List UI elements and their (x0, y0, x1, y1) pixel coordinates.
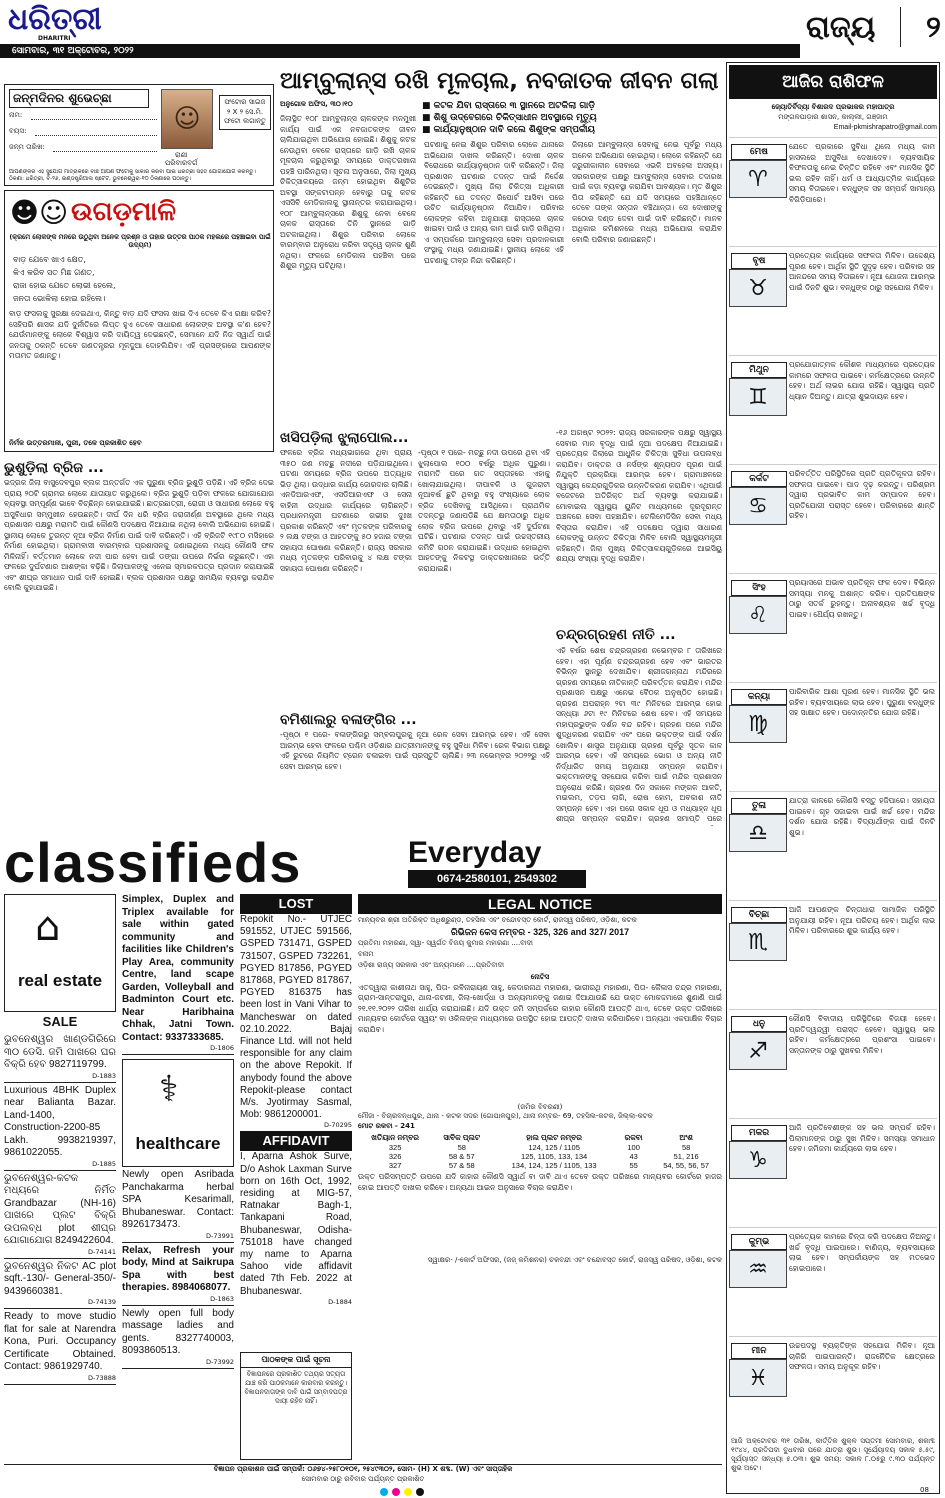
zodiac-icon: ♈ (729, 160, 787, 198)
horoscope-sign-name: ଧନୁ (731, 1016, 787, 1032)
zodiac-icon: ♒ (729, 1250, 787, 1288)
legal-footer: ଉକ୍ତ ପରିସମ୍ପତ୍ତି ଉପରେ ଯଦି କାହାର କୌଣସି ସ୍ୱାର୍ଥ ବା ଦାବି ଥାଏ ତେବେ ଉକ୍ତ ତାରିଖରେ ମାନ୍ୟବର କୋର୍ଟରେ ହାଜର ହୋଇ ଆପତ୍ତି ଦାଖଲ କରିବେ। ଅନ୍ୟଥା ଆଇନ ଅନୁସାରେ ବିଚାର କରାଯିବ। (358, 1172, 722, 1192)
almanac: ଆଜି ଅକ୍ଟୋବର ୩୧ ତାରିଖ, କାର୍ତ୍ତିକ ଶୁକ୍ଳ ସପ୍ତମୀ ସୋମବାର, ଶକାବ୍ଦ ୧୯୪୪, ପ୍ରତିପଦା ବୁଧବାର ପରେ ଯାତ୍ରା ଶୁଭ। ସୂର୍ଯ୍ୟୋଦୟ ସକାଳ ୫.୫୯, ସୂର୍ଯ୍ୟାସ୍ତ ସନ୍ଧ୍ୟା ୫.୦୩। ଶୁଭ ସମୟ: ସକାଳ ୮.୦୫ରୁ ୯.୩୦ ପର୍ଯ୍ୟନ୍ତ ଶୁଭ ଅଟେ। (731, 1437, 935, 1472)
reader-notice-title: ପାଠକଙ୍କ ପାଇଁ ସୂଚନା (241, 1353, 351, 1368)
sale-ad-text: ଭୁବନେଶ୍ୱର-କଟକ ମଧ୍ୟରେ ନିର୍ମିତ Grandbazar (NH-16) ପାଖରେ ପ୍ଲଟ ବିକ୍ରି ଉପଲବ୍ଧ plot ଶୀଘ୍ର ଯୋଗାଯୋଗ 8249422604. (4, 1172, 116, 1246)
horoscope-sign-name: ତୁଳା (731, 798, 787, 814)
birthday-box (4, 84, 274, 186)
horoscope-row (729, 246, 937, 355)
masthead (0, 0, 945, 60)
birthday-age-label: ବୟସ: (9, 127, 27, 135)
horoscope-sign-name: ବୃଷ (731, 253, 787, 269)
healthcare-box (122, 1059, 234, 1167)
horoscope-text: ଉଚ୍ଚପଦସ୍ଥ ବ୍ୟକ୍ତିଙ୍କ ସହଯୋଗ ମିଳିବ। ନୂଆ ଚାକିରି ପାଇପାରନ୍ତି। ରାଜନୈତିକ କ୍ଷେତ୍ରରେ ସଫଳତା। ସମୟ ଅନୁକୂଳ ରହିବ। (789, 1341, 935, 1371)
lost-code: D-70295 (323, 1121, 352, 1130)
legal-notice (358, 894, 722, 1474)
horoscope-row (729, 137, 937, 246)
lead-bullet-text: କଟକ ଯିବା ରାସ୍ତାରେ ୩ ସ୍ଥାନରେ ଅଟକିଲା ଗାଡ଼ି (433, 101, 595, 111)
legal-table-cell: 54, 55, 56, 57 (663, 1161, 710, 1170)
sale-ad-text: ଭୁବନେଶ୍ୱର ଖାଣ୍ଡଗିରିରେ ୩୦ ଡେସି. ଜମି ପାଖରେ ଘର ବିକ୍ରି ହେବ 9827119799. (4, 1034, 116, 1070)
logo-text: ଧରିତ୍ରୀ (8, 2, 102, 37)
lost-text: Repokit No.- UTJEC 591552, UTJEC 591566, GSPED 731471, GSPED 731507, GSPED 732261, PGYED 817856, PGYED 817868, PGYED 817867, PGYED 816375 has been lost in Vani Vihar to Mancheswar on dated 02.10.2022. Bajaj Finance Ltd. will not held responsible for any claim on the above Repokit. If anybody found the above Repokit-please contact M/s. Jyotirmay Sasmal, Mob: 9861200001. (240, 914, 352, 1121)
legal-table (358, 1133, 722, 1170)
horoscope-row (729, 1336, 937, 1445)
real-estate-label: real estate (17, 971, 103, 990)
ugamali-body: ବାଡ଼ ଫସଲକୁ ସୁରକ୍ଷା ଦେଇଥାଏ, କିନ୍ତୁ ବାଡ଼ ଯଦି ଫସଲ ଖାଇ ଦିଏ ତେବେ କିଏ ରକ୍ଷା କରିବ? ସେହିପରି ଶାସକ ଯଦି ଦୁର୍ନୀତିରେ ଲିପ୍ତ ହୁଏ ତେବେ ସାଧାରଣ ଲୋକଙ୍କ ଅବସ୍ଥା କ'ଣ ହେବ? ଯେଉଁମାନଙ୍କୁ ଲୋକେ ବିଶ୍ୱାସ କରି ଦାୟିତ୍ୱ ଦେଇଛନ୍ତି, ସେମାନେ ଯଦି ନିଜ ସ୍ୱାର୍ଥ ପାଇଁ ଜନତାକୁ ଠକନ୍ତି ତେବେ ଗଣତନ୍ତ୍ରର ମୂଳଦୁଆ ଦୋହଲିଯିବ। ଏହି ପ୍ରସଙ୍ଗରେ ଆପଣଙ୍କ ମତାମତ ଜଣାନ୍ତୁ। (9, 309, 271, 360)
health-ad (122, 1167, 234, 1243)
horoscope-text: ପ୍ରତ୍ୟେକ କାମରେ ଚିନ୍ତା କରି ପଦକ୍ଷେପ ନିଅନ୍ତୁ। ଖର୍ଚ୍ଚ ବୃଦ୍ଧି ପାଇପାରେ। ବାଣିଜ୍ୟ, ବ୍ୟବସାୟରେ ଲାଭ ହେବ। ସମ୍ପର୍କୀୟଙ୍କ ସହ ମତଭେଦ ହୋଇପାରେ। (789, 1232, 935, 1273)
birthday-age-line (35, 135, 157, 136)
lead-bullet: ■ ଶିଶୁ ଉଦ୍‌ବେଗରେ ଚିକିତ୍ସାଧୀନ ଅବସ୍ଥାରେ ମୃତ୍ୟୁ (422, 113, 597, 123)
sale-ad-text: Ready to move studio flat for sale at Narendra Kona, Puri. Occupancy Certificate Obtained. Contact: 9861929740. (4, 1311, 116, 1372)
sale-ad-text: Luxurious 4BHK Duplex near Balianta Bazar. Land-1400, Construction-2200-85 Lakh. 9938219397, 9861022055. (4, 1084, 116, 1158)
horoscope-row (729, 573, 937, 682)
affidavit-title: AFFIDAVIT (240, 1131, 352, 1151)
horoscope-sign-name: କନ୍ୟା (731, 689, 787, 705)
reader-notice-text: ବିଜ୍ଞାପନରେ ପ୍ରକାଶିତ ତଥ୍ୟର ସତ୍ୟତା ଯାଞ୍ଚ କରି ପାଠକମାନେ କାରବାର କରନ୍ତୁ। ବିଜ୍ଞାପନଦାତାଙ୍କ ଦାବି ପାଇଁ ସମ୍ବାଦପତ୍ର ଦାୟୀ ରହିବ ନାହିଁ। (244, 1370, 348, 1405)
legal-table-cell: 58 (457, 1143, 466, 1152)
page-number-block (806, 4, 941, 50)
rail-title: ବମିଶାଲରୁ ବଳାଙ୍ଗିର ... (280, 712, 417, 728)
zodiac-icon: ♊ (729, 378, 787, 416)
legal-table-cell: 124, 125 / 1105 (528, 1143, 580, 1152)
horoscope-text: ଆଜି ଆପଣଙ୍କ ଚିନ୍ତାଧାରା ସାମାଜିକ ପରିସ୍ଥିତି ଅନୁଯାୟୀ ରହିବ। ନୂଆ ପରିଚୟ ହେବ। ଆର୍ଥିକ ଲାଭ ମିଳିବ। ପରିବାରରେ ଶୁଭ କାର୍ଯ୍ୟ ହେବ। (789, 905, 935, 935)
reg-mark-yellow (404, 1488, 412, 1496)
horoscope-text: ଆଜି ପ୍ରତିବେଶୀଙ୍କ ସହ ଭଲ ସମ୍ପର୍କ ରହିବ। ପିଲାମାନଙ୍କ ଠାରୁ ସୁଖ ମିଳିବ। ସମସ୍ୟା ସମାଧାନ ହେବ। ଜମିଜମା କାର୍ଯ୍ୟରେ ଲାଭ ହେବ। (789, 1123, 935, 1153)
section-divider (900, 7, 901, 47)
horoscope-sign-name: ବିଚ୍ଛା (731, 907, 787, 923)
horoscope-row (729, 791, 937, 900)
footbridge-body-2: -ପୃଷ୍ଠା ୧ ପରେ- ମଚ୍ଛୁ ନଦୀ ଉପରେ ଥିବା ଏହି ଝୁଲାପୋଲ ୧୦୦ ବର୍ଷରୁ ଅଧିକ ପୁରୁଣା। ମରାମତି ପରେ ଗତ ସପ୍ତାହରେ ଏହାକୁ ଖୋଲାଯାଇଥିଲା। ଦୀପାବଳି ଓ ଗୁଜରାଟୀ ନୂଆବର୍ଷ ଛୁଟି ଥିବାରୁ ବହୁ ସଂଖ୍ୟାରେ ଲୋକ ବ୍ରିଜ ଦେଖିବାକୁ ଆସିଥିଲେ। ପ୍ରାଥମିକ ତଦନ୍ତରୁ ଜଣାପଡ଼ିଛି ଯେ କ୍ଷମତାଠାରୁ ଅଧିକ ଲୋକ ବ୍ରିଜ ଉପରେ ଥିବାରୁ ଏହି ଦୁର୍ଘଟଣା ଘଟିଛି। ଘଟଣାର ତଦନ୍ତ ପାଇଁ ଉଚ୍ଚସ୍ତରୀୟ କମିଟି ଗଠନ କରାଯାଇଛି। ଉଦ୍ଧାର ହୋଇଥିବା ଆହତଙ୍କୁ ନିକଟସ୍ଥ ଡାକ୍ତରଖାନାରେ ଭର୍ତ୍ତି କରାଯାଇଛି। (418, 448, 550, 573)
bridge-body: ଭଦ୍ରକ ଜିଲା ବାସୁଦେବପୁର ବ୍ଲକ ଅନ୍ତର୍ଗତ ଏକ ପୁରୁଣା ବ୍ରିଜ ଭୁଶୁଡ଼ି ପଡ଼ିଛି। ଏହି ବ୍ରିଜ ଦେଇ ପ୍ରାୟ ୨୦ଟି ଗ୍ରାମର ଲୋକେ ଯାତାୟାତ କରୁଥିଲେ। ବ୍ରିଜ ଭୁଶୁଡ଼ି ପଡ଼ିବା ଫଳରେ ଯୋଗାଯୋଗ ବ୍ୟବସ୍ଥା ସମ୍ପୂର୍ଣ୍ଣ ଭାବେ ବିଚ୍ଛିନ୍ନ ହୋଇଯାଇଛି। ଛାତ୍ରଛାତ୍ରୀ, ରୋଗୀ ଓ ସାଧାରଣ ଲୋକେ ବହୁ ଅସୁବିଧାର ସମ୍ମୁଖୀନ ହେଉଛନ୍ତି। ଦୀର୍ଘ ଦିନ ଧରି ବ୍ରିଜ ଜରାଜୀର୍ଣ୍ଣ ଅବସ୍ଥାରେ ଥିଲେ ମଧ୍ୟ ପ୍ରଶାସନ ପକ୍ଷରୁ ମରାମତି ପାଇଁ କୌଣସି ପଦକ୍ଷେପ ନିଆଯାଇ ନଥିଲା ବୋଲି ଅଭିଯୋଗ ହୋଇଛି। ସ୍ଥାନୀୟ ଲୋକେ ତୁରନ୍ତ ନୂଆ ବ୍ରିଜ ନିର୍ମାଣ ପାଇଁ ଦାବି କରିଛନ୍ତି। ଏହି ବ୍ରିଜଟି ୧୯୮୦ ମସିହାରେ ନିର୍ମାଣ ହୋଇଥିଲା। ଗ୍ରାମବାସୀ ବାରମ୍ବାର ପ୍ରଶାସନକୁ ଜଣାଇଥିଲେ ମଧ୍ୟ କୌଣସି ଫଳ ମିଳିନାହିଁ। ବର୍ତ୍ତମାନ ଲୋକେ ନଦୀ ପାର ହେବା ପାଇଁ ଡଙ୍ଗା ଉପରେ ନିର୍ଭର କରୁଛନ୍ତି। ଏହା ଫଳରେ ଦୁର୍ଘଟଣାର ଆଶଙ୍କା ବଢ଼ିଛି। ଜିଲାପାଳଙ୍କୁ ଏନେଇ ସ୍ମାରକପତ୍ର ପ୍ରଦାନ କରାଯାଇଛି ଏବଂ ଶୀଘ୍ର ସମାଧାନ ପାଇଁ ଦାବି ହୋଇଛି। ବ୍ଲକ ପ୍ରଶାସନ ପକ୍ଷରୁ ସାମୟିକ ବ୍ୟବସ୍ଥା କରାଯିବ ବୋଲି କୁହାଯାଇଛି। (4, 478, 274, 592)
sale-ad (4, 1309, 116, 1385)
legal-table-cell: 58 (681, 1143, 691, 1152)
legal-table-cell: 134, 124, 125 / 1105, 133 (511, 1161, 597, 1170)
legal-notice-word: ନୋଟିସ (530, 972, 550, 981)
horoscope-row (729, 355, 937, 464)
birthday-dob-line (53, 151, 157, 152)
legal-schedule-title: (ଜମିର ବିବରଣୀ) (517, 1102, 563, 1111)
date-line: ସୋମବାର, ୩୧ ଅକ୍ଟୋବର, ୨୦୨୨ (12, 46, 134, 56)
lead-bullets (422, 100, 722, 136)
horoscope-text: ପ୍ରତ୍ୟେକ କାର୍ଯ୍ୟରେ ସଫଳତା ମିଳିବ। ଉଦ୍ଦେଶ୍ୟ ପୂରଣ ହେବ। ଆର୍ଥିକ ସ୍ଥିତି ସୁଦୃଢ଼ ହେବ। ପରିବାର ସହ ଆନନ୍ଦରେ ସମୟ ବିତାଇବେ। ନୂଆ ଯୋଜନା ଆରମ୍ଭ ପାଇଁ ଦିନଟି ଶୁଭ। ବନ୍ଧୁଙ୍କ ଠାରୁ ସହଯୋଗ ମିଳିବ। (789, 251, 935, 292)
horoscope-sign-name: ମେଷ (731, 144, 787, 160)
horoscope-text: ପ୍ରଯୋଗାତ୍ମକ କୌଶଳ ମାଧ୍ୟମରେ ପ୍ରତ୍ୟେକ କାମରେ ସଫଳତା ପାଇବେ। କର୍ମକ୍ଷେତ୍ରରେ ଉନ୍ନତି ହେବ। ଅର୍ଥ ଲାଭର ଯୋଗ ରହିଛି। ସ୍ୱାସ୍ଥ୍ୟ ପ୍ରତି ଧ୍ୟାନ ଦିଅନ୍ତୁ। ଯାତ୍ରା ଶୁଭଦାୟକ ହେବ। (789, 360, 935, 401)
legal-table-cell: 125, 1105, 133, 134 (521, 1152, 588, 1161)
legal-table-cell: 57 & 58 (448, 1161, 475, 1170)
ugamali-credit: ନିର୍ମଳ ଉତ୍ତରମାଳୀ, ପୁରୀ, ତଳେ ପ୍ରକାଶିତ ହେବ (9, 439, 142, 447)
legal-table-body (358, 1143, 722, 1170)
horoscope-row (729, 900, 937, 1009)
lead-bullet-text: ଶିଶୁ ଉଦ୍‌ବେଗରେ ଚିକିତ୍ସାଧୀନ ଅବସ୍ଥାରେ ମୃତ୍ୟୁ (433, 113, 597, 123)
zodiac-icon: ♏ (729, 923, 787, 961)
zodiac-icon: ♐ (729, 1032, 787, 1070)
astrologer-email: Email-pkmishrapatro@gmail.com (833, 124, 937, 131)
photo-size-note: ଫଟୋର ସାଇଜ ୨ X ୨ ସେ.ମି. ଫଟୋ ଲଗାନ୍ତୁ (219, 95, 271, 130)
face-icon: ☺ (173, 104, 201, 134)
sale-ad-code: D-74141 (87, 1247, 116, 1256)
classifieds-footer-text: ବିଜ୍ଞାପନ ପ୍ରକାଶନ ପାଇଁ ସମ୍ପର୍କ: ୦୬୭୪-୨୫୮୦୧୦୧, ୨୫୪୯୩୦୨, ସୋମ- (H) X ଶବ୍ଦ. (W) ଏବଂ ସାପ୍ତାହିକ (213, 1465, 513, 1473)
health-ad-text: Relax, Refresh your body, Mind at Saikrupa Spa with best therapies. 8984068077. (122, 1244, 234, 1293)
bridge-title: ଭୁଶୁଡ଼ିଲା ବ୍ରିଜ ... (4, 460, 104, 476)
health-ad-code: D-73992 (205, 1357, 234, 1366)
horoscope-panel (726, 62, 940, 1494)
birthday-footer: ଆପଣଙ୍କର ଏହି ସୁଯୋଗ ମାତ୍ରାକରେ ବାଛି ଆପଣ ଫଟୋକୁ ସାକାର କରିବା ପାଇଁ ଧରିତ୍ରୀ ସହିତ ଯୋଗାଯୋଗ କରନ୍ତୁ। ଠିକଣା: ଧରିତ୍ରୀ, ବି-୨୬, ଇଣ୍ଡଷ୍ଟ୍ରିଆଲ ଷ୍ଟେଟ, ଭୁବନେଶ୍ୱର-୧୦ ଠିକଣାରେ ପଠାନ୍ତୁ। (9, 169, 256, 182)
bridge-story (4, 458, 274, 824)
horoscope-sign-name: ସିଂହ (731, 580, 787, 596)
health-ad-code: D-73991 (205, 1231, 234, 1240)
page-number: ୨ (926, 9, 941, 45)
section-name: ରାଜ୍ୟ (806, 9, 876, 45)
horoscope-text: କୌଣସି ବିବାଦୀୟ ପରିସ୍ଥିତିରେ ବିଜୟୀ ହେବେ। ପ୍ରତିଦ୍ୱନ୍ଦ୍ୱୀ ପରାସ୍ତ ହେବେ। ସ୍ୱାସ୍ଥ୍ୟ ଭଲ ରହିବ। କର୍ମକ୍ଷେତ୍ରରେ ପ୍ରଶଂସା ପାଇବେ। ସନ୍ତାନଙ୍କ ଠାରୁ ସୁଖବର ମିଳିବ। (789, 1014, 935, 1055)
legal-table-header-cell: ଅଂଶ (679, 1133, 693, 1142)
birthday-name-line (31, 119, 157, 120)
sale-ad (4, 1083, 116, 1171)
date-bar (0, 44, 800, 58)
sale-ad-code: D-73888 (87, 1373, 116, 1382)
horoscope-row (729, 682, 937, 791)
horoscope-row (729, 1009, 937, 1118)
reg-mark-black (416, 1488, 424, 1496)
legal-parties: ପ୍ରତିମା ମହାରଣା, ସ୍ୱା- ସ୍ୱର୍ଗତ ବିଜୟ କୁମାର ମହାରଣା ....ବାଦୀ ବନାମ ଓଡ଼ିଶା ରାଜ୍ୟ ସରକାର ଏବଂ ଅନ୍ୟମାନେ ....ପ୍ରତିବାଦୀ (358, 938, 533, 969)
ugamali-verse: ବାଡ଼ ଯେବେ ଖାଏ କ୍ଷେତ, କିଏ କରିବ ସତ ମିଛ ଗଣତ, ରାଜା ହୋଇ ଯେତେ ଲୋଭୀ ହେଲେ, ଜନତା ଭୋକିଲା ହୋଇ ରହିଲେ। (13, 255, 116, 303)
lead-bullet: ■ କଟକ ଯିବା ରାସ୍ତାରେ ୩ ସ୍ଥାନରେ ଅଟକିଲା ଗାଡ଼ି (422, 101, 595, 111)
sale-ad-code: D-74139 (87, 1298, 116, 1306)
reader-notice-box (240, 1352, 352, 1460)
zodiac-icon: ♍ (729, 705, 787, 743)
affidavit-text: I, Aparna Ashok Surve, D/o Ashok Laxman Surve born on 16th Oct, 1992, residing at MIG-57, Ratnakar Bagh-1, Tankapani Road, Bhubaneswar, Odisha-751018 have changed my name to Aparna Sahoo vide affidavit dated 7th Feb. 2022 at Bhubaneswar. (240, 1151, 352, 1297)
zodiac-icon: ♋ (729, 487, 787, 525)
reg-mark-cyan (380, 1488, 388, 1496)
horoscope-title: ଆଜିର ରାଶିଫଳ (729, 65, 937, 99)
zodiac-icon: ♉ (729, 269, 787, 307)
horoscope-sign-name: ମିଥୁନ (731, 362, 787, 378)
legal-table-row (358, 1152, 722, 1161)
legal-table-header-cell: ଖତିୟାନ ନମ୍ବର (371, 1133, 419, 1142)
sale-list (4, 1032, 116, 1385)
legal-case: ରିଭିଜନ କେସ ନମ୍ବର - 325, 326 and 327/ 2017 (450, 926, 630, 937)
classifieds-col-2 (122, 894, 234, 1474)
legal-table-header-cell: ରକବା (624, 1133, 643, 1142)
classifieds-phone: 0674-2580101, 2549302 (408, 870, 586, 888)
classifieds-title: classifieds (4, 831, 302, 894)
rail-story (280, 710, 550, 826)
cartoon-icon: ☻☺ (9, 196, 69, 229)
legal-mouza: ମୌଜା - ବିଚାରବନ୍ଧପୁର, ଥାନା - କଟକ ସଦର (ଗୋପାଳପୁର), ଥାନା ନମ୍ବର- 69, ତହସିଲ-କଟକ, ଜିଲ୍ଲା-କଟକ (358, 1112, 653, 1120)
lead-body-col-1: ଜିଲାସ୍ଥିତ ୧୦୮ ଆମ୍ବୁଲାନ୍ସ ଚାଳକଙ୍କ ମନମୁଖୀ କାର୍ଯ୍ୟ ପାଇଁ ଏକ ନବଜାତକଙ୍କ ଜୀବନ ଚାଲିଯାଇଥିବା ଅଭିଯୋଗ ହୋଇଛି। ଶିଶୁକୁ କଟକ ନେଉଥିବା ବେଳେ ରାସ୍ତାରେ ଗାଡ଼ି ରଖି ଚାଳକ ମୂଳଚାଲ କରୁଥିବାରୁ ସମୟରେ ଡାକ୍ତରଖାନା ପହଞ୍ଚି ପାରିନଥିଲା। ସୂଚନା ଅନୁସାରେ, ଜିଲା ମୁଖ୍ୟ ଚିକିତ୍ସାଳୟରେ ଜନ୍ମ ହୋଇଥିବା ଶିଶୁଟିର ଅବସ୍ଥା ସଙ୍କଟାପନ୍ନ ହେବାରୁ ତାକୁ କଟକ ଏସସିବି ମେଡିକାଲକୁ ସ୍ଥାନାନ୍ତର କରାଯାଇଥିଲା। ୧୦୮ ଆମ୍ବୁଲାନ୍ସରେ ଶିଶୁକୁ ନେବା ବେଳେ ଚାଳକ ରାସ୍ତାରେ ତିନି ସ୍ଥାନରେ ଗାଡ଼ି ଅଟକାଇଥିଲା। ଶିଶୁର ପରିବାର ଲୋକେ ବାରମ୍ବାର ଅନୁରୋଧ କରିବା ସତ୍ତ୍ୱେ ଚାଳକ ଶୁଣି ନଥିଲା। ଫଳରେ ମେଡିକାଲ ପହଞ୍ଚିବା ପରେ ଶିଶୁର ମୃତ୍ୟୁ ଘଟିଥିଲା। (280, 114, 416, 270)
ugamali-subtitle: (କ୍ରମେ ଲୋକଙ୍କ ମନରେ ଉଠୁଥିବା ଅନେକ ପ୍ରଶ୍ନ ଓ ତାହାର ଉତ୍ତର ପାଠକ ମହଲରେ ପହଞ୍ଚାଇବା ପାଇଁ ଉଦ୍ୟମ) (9, 233, 271, 249)
birthday-title: ଜନ୍ମଦିନର ଶୁଭେଚ୍ଛା (9, 89, 149, 108)
affidavit-code: D-1884 (328, 1297, 352, 1306)
lead-story (280, 66, 722, 426)
photo-caption-2: ପରିବାରବର୍ଗ (165, 159, 198, 167)
footbridge-story (280, 428, 550, 706)
legal-table-cell: 100 (627, 1143, 640, 1152)
legal-table-cell: 326 (388, 1152, 402, 1161)
eclipse-pre: -୧୬ ଅଗଷ୍ଟ ୨୦୨୨: ରାଜ୍ୟ ସରକାରଙ୍କ ପକ୍ଷରୁ ସ୍ୱାସ୍ଥ୍ୟ ସେବାର ମାନ ବୃଦ୍ଧି ପାଇଁ ନୂଆ ପଦକ୍ଷେପ ନିଆଯାଇଛି। ପ୍ରତ୍ୟେକ ଜିଲାରେ ଆଧୁନିକ ଚିକିତ୍ସା ସୁବିଧା ଉପଲବ୍ଧ କରାଯିବ। ଡାକ୍ତର ଓ ନର୍ସଙ୍କ ଶୂନ୍ୟପଦ ପୂରଣ ପାଇଁ ନିଯୁକ୍ତି ପ୍ରକ୍ରିୟା ଆରମ୍ଭ ହେବ। ଗ୍ରାମାଞ୍ଚଳରେ ସ୍ୱାସ୍ଥ୍ୟ କେନ୍ଦ୍ରଗୁଡ଼ିକର ଉନ୍ନତିକରଣ କରାଯିବ। ଏଥିପାଇଁ ବଜେଟରେ ଅତିରିକ୍ତ ଅର୍ଥ ବ୍ୟବସ୍ଥା କରାଯାଇଛି। ମୋବାଇଲ ସ୍ୱାସ୍ଥ୍ୟ ୟୁନିଟ ମାଧ୍ୟମରେ ଦୂରଦୂରାନ୍ତ ଅଞ୍ଚଳରେ ସେବା ପହଞ୍ଚାଯିବ। ଟେଲିମେଡିସିନ ସେବା ମଧ୍ୟ ବିସ୍ତାର କରାଯିବ। ଏହି ପଦକ୍ଷେପ ଦ୍ୱାରା ସାଧାରଣ ଲୋକଙ୍କୁ ଉନ୍ନତ ଚିକିତ୍ସା ମିଳିବ ବୋଲି ସ୍ୱାସ୍ଥ୍ୟମନ୍ତ୍ରୀ କହିଛନ୍ତି। ଜିଲା ମୁଖ୍ୟ ଚିକିତ୍ସାଳୟଗୁଡ଼ିକରେ ଆଇସିୟୁ ଶଯ୍ୟା ସଂଖ୍ୟା ବୃଦ୍ଧି କରାଯିବ। (556, 428, 722, 563)
birthday-photo (161, 89, 213, 149)
legal-title: LEGAL NOTICE (358, 894, 722, 914)
reg-mark-magenta (392, 1488, 400, 1496)
horoscope-text: ଯେତେ ପ୍ରକାରେ ସୁବିଧା ଥିଲେ ମଧ୍ୟ କାମ ହାସଲରେ ଅସୁବିଧା ଦେଖାଦେବ। ବ୍ୟବସାୟିକ ବିଫଳତାକୁ ନେଇ ଚିନ୍ତିତ ରହିବେ ଏବଂ ମାନସିକ ସ୍ଥିତି ଭଲ ରହିବ ନାହିଁ। ଧର୍ମ ଓ ଆଧ୍ୟାତ୍ମିକ କାର୍ଯ୍ୟରେ ସମୟ ବିତାଇବେ। ବନ୍ଧୁଙ୍କ ସହ ସମ୍ପର୍କ ସାମାନ୍ୟ ବିଗିଡ଼ିପାରେ। (789, 142, 935, 204)
astrologer-name: ଜ୍ୟୋତିର୍ବିଦ୍ୟା ବିଶାରଦ ପ୍ରଭାକର ମହାପାତ୍ର (771, 103, 895, 111)
logo-sub: DHARITRI (38, 35, 71, 42)
legal-table-row (358, 1143, 722, 1152)
horoscope-text: ପାରିବାରିକ ଆଶା ପୂରଣ ହେବ। ମାନସିକ ସ୍ଥିତି ଭଲ ରହିବ। ବ୍ୟବସାୟରେ ଲାଭ ହେବ। ପୁରୁଣା ବନ୍ଧୁଙ୍କ ସହ ସାକ୍ଷାତ ହେବ। ପଦୋନ୍ନତିର ଯୋଗ ରହିଛି। (789, 687, 935, 717)
legal-court: ମାନ୍ୟବର ଶ୍ରୀ ଅତିରିକ୍ତ ଅଧିଶ୍ରୁଣ୍ଡ, ତହସିଲ ଏବଂ ବନ୍ଦୋବସ୍ତ କୋର୍ଟ, ରାଜସ୍ୱ ପରିଷଦ, ଓଡ଼ିଶା, କଟକ (358, 916, 637, 924)
footbridge-title: ଖସିପଡ଼ିଲା ଝୁଲାପୋଲ... (280, 430, 409, 446)
horoscope-sign-name: ମୀନ (731, 1343, 787, 1359)
house-icon: ⌂ (35, 904, 61, 950)
logo (8, 2, 118, 42)
lead-body-col-2: ଘଟଣାକୁ ନେଇ ଶିଶୁର ପରିବାର ଲୋକେ ଥାନାରେ ଅଭିଯୋଗ ଦାଖଲ କରିଛନ୍ତି। ଦୋଷୀ ଚାଳକ ବିରୋଧରେ କାର୍ଯ୍ୟାନୁଷ୍ଠାନ ଦାବି କରିଛନ୍ତି। ଜିଲା ପ୍ରଶାସନ ଘଟଣାର ତଦନ୍ତ ପାଇଁ ନିର୍ଦ୍ଦେଶ ଦେଇଛନ୍ତି। ମୁଖ୍ୟ ଜିଲା ଚିକିତ୍ସା ଅଧିକାରୀ କହିଛନ୍ତି ଯେ ତଦନ୍ତ ରିପୋର୍ଟ ଆସିବା ପରେ ଉଚିତ କାର୍ଯ୍ୟାନୁଷ୍ଠାନ ନିଆଯିବ। ପରିବାର ଲୋକଙ୍କ କହିବା ଅନୁଯାୟୀ ରାସ୍ତାରେ ଚାଳକ ଖାଇବା ପାଇଁ ଓ ଅନ୍ୟ କାମ ପାଇଁ ଗାଡ଼ି ରଖିଥିଲା। ଏ ସମ୍ପର୍କରେ ଆମ୍ବୁଲାନ୍ସ ସେବା ପ୍ରଦାନକାରୀ ସଂସ୍ଥାକୁ ମଧ୍ୟ ଜଣାଯାଇଛି। ସ୍ଥାନୀୟ ଲୋକେ ଏହି ଘଟଣାକୁ ତୀବ୍ର ନିନ୍ଦା କରିଛନ୍ତି। (424, 140, 564, 265)
health-ad-text: Newly open full body massage ladies and gents. 8327740003, 8093860513. (122, 1307, 234, 1356)
health-ad-code: D-1863 (210, 1294, 234, 1303)
legal-table-cell: 43 (629, 1152, 638, 1161)
eclipse-title: ଚନ୍ଦ୍ରଗ୍ରହଣ ନୀତି ... (556, 627, 676, 643)
classifieds-col-1 (4, 894, 116, 1474)
horoscope-sign-name: କର୍କଟ (731, 471, 787, 487)
lead-headline: ଆମ୍ବୁଲାନ୍ସ ରଖି ମୂଳଚାଲ, ନବଜାତକ ଜୀବନ ଗଲା (280, 68, 719, 94)
real-estate-box (4, 894, 116, 1012)
lead-byline: ଅନୁଗୋଳ ଅଫିସ, ୩୦।୧୦ (280, 100, 353, 108)
horoscope-text: ପ୍ରୟାସରେ ଅଭାବ ପ୍ରତିକୂଳ ଫଳ ଦେବ। ବିଭିନ୍ନ ସମସ୍ୟା ମନକୁ ଅଶାନ୍ତ କରିବ। ପ୍ରତିପକ୍ଷଙ୍କ ଠାରୁ ସତର୍କ ରୁହନ୍ତୁ। ଅନାବଶ୍ୟକ ଖର୍ଚ୍ଚ ବୃଦ୍ଧି ପାଇବ। ଧୈର୍ଯ୍ୟ ରଖନ୍ତୁ। (789, 578, 935, 619)
legal-table-header-cell: ସାବିକ ପ୍ଲଟ (443, 1133, 481, 1142)
lead-bullet-text: କାର୍ଯ୍ୟାନୁଷ୍ଠାନ ଦାବି କଲେ ଶିଶୁଙ୍କ ସମ୍ପର୍କୀୟ (433, 125, 595, 135)
legal-body: ଏତଦ୍ୱାରା କାଶୀନାଥ ସାହୁ, ପିତା- ରବିନାରାୟଣ ସାହୁ, କେଦାରନାଥ ମହାରଣା, ଭାଗୀରଥି ମହାରଣା, ପିତା- କୈଳାସ ଚନ୍ଦ୍ର ମହାରଣା, ଗ୍ରାମ-ସାନ୍ତରାପୁର, ଥାନା-ଜଟଣୀ, ଜିଲା-ଖୋର୍ଦ୍ଧା ଓ ଅନ୍ୟମାନଙ୍କୁ ଜଣାଇ ଦିଆଯାଉଛି ଯେ ଉକ୍ତ ମୋକଦ୍ଦମାରେ ଶୁଣାଣି ପାଇଁ ୨୧.୧୧.୨୦୨୨ ତାରିଖ ଧାର୍ଯ୍ୟ କରାଯାଇଛି। ଯଦି ଉକ୍ତ ଜମି ସମ୍ପର୍କରେ କାହାର କୌଣସି ଆପତ୍ତି ଥାଏ, ତେବେ ଉକ୍ତ ତାରିଖରେ ମାନ୍ୟବର କୋର୍ଟରେ ସ୍ୱୟଂ ବା ଓକିଲଙ୍କ ମାଧ୍ୟମରେ ଉପସ୍ଥିତ ହୋଇ ଆପତ୍ତି ଦାଖଲ କରିପାରିବେ। ଅନ୍ୟଥା ଏକପାକ୍ଷିକ ବିଚାର କରାଯିବ। (358, 982, 722, 1034)
legal-table-cell: 55 (629, 1161, 638, 1170)
rail-body: -ପୃଷ୍ଠା ୧ ପରେ- ବଳାଙ୍ଗିରରୁ ସମ୍ବଲପୁରକୁ ନୂଆ ରେଳ ସେବା ଆରମ୍ଭ ହେବ। ଏହି ସେବା ଆରମ୍ଭ ହେବା ଫଳରେ ପଶ୍ଚିମ ଓଡ଼ିଶାର ଯାତ୍ରୀମାନଙ୍କୁ ବହୁ ସୁବିଧା ମିଳିବ। ରେଳ ବିଭାଗ ପକ୍ଷରୁ ଏହି ରୁଟରେ ନିୟମିତ ଟ୍ରେନ ଚଳାଇବା ପାଇଁ ପ୍ରସ୍ତୁତି ଚାଲିଛି। ୨୩ ନଭେମ୍ବର ୨୦୨୨ରୁ ଏହି ସେବା ଆରମ୍ଭ ହେବ। (280, 730, 550, 771)
mid-ad-code: D-1806 (210, 1044, 234, 1052)
healthcare-label: healthcare (135, 1134, 221, 1153)
ugamali-title: ଉଗଡ଼ମାଳି (71, 197, 177, 227)
legal-table-cell: 51, 216 (673, 1152, 699, 1161)
legal-table-cell: 327 (388, 1161, 402, 1170)
sale-ad (4, 1032, 116, 1083)
stethoscope-icon: ⚕ (159, 1069, 179, 1110)
legal-table-row (358, 1161, 722, 1170)
horoscope-sign-name: ମକର (731, 1125, 787, 1141)
classifieds-footer (4, 1464, 722, 1486)
sale-ad-code: D-1885 (92, 1159, 116, 1168)
zodiac-icon: ♌ (729, 596, 787, 634)
horoscope-row (729, 1227, 937, 1336)
horoscope-text: ଯାତ୍ରା କାଳରେ କୌଣସି ବସ୍ତୁ ହଜିପାରେ। ସହାୟତା ପାଇବେ। ଗୃହ ସଜାଇବା ପାଇଁ ଖର୍ଚ୍ଚ ହେବ। ମନ୍ଦିର ଦର୍ଶନ ଯୋଗ ରହିଛି। ବିଦ୍ୟାର୍ଥୀଙ୍କ ପାଇଁ ଦିନଟି ଶୁଭ। (789, 796, 935, 837)
legal-table-head (358, 1133, 722, 1143)
health-ad (122, 1243, 234, 1306)
zodiac-icon: ♑ (729, 1141, 787, 1179)
lost-title: LOST (240, 894, 352, 914)
horoscope-list (729, 137, 937, 1445)
sale-ad (4, 1171, 116, 1259)
health-ad (122, 1306, 234, 1369)
horoscope-row (729, 464, 937, 573)
footbridge-body: ଫଳରେ ବ୍ରିଜ ମଧ୍ୟଭାଗରେ ଥିବା ପ୍ରାୟ ୩୫୦ ଜଣ ମଚ୍ଛୁ ନଦୀରେ ପଡ଼ିଯାଇଥିଲେ। ଘଟଣା ସମୟରେ ବ୍ରିଜ ଉପରେ ଅତ୍ୟଧିକ ଭିଡ଼ ଥିଲା। ଉଦ୍ଧାର କାର୍ଯ୍ୟ ଜୋରଦାର ଚାଲିଛି। ଏନଡିଆରଏଫ, ଏସଡିଆରଏଫ ଓ ସେନା ବାହିନୀ ଉଦ୍ଧାର କାର୍ଯ୍ୟରେ ଲାଗିଛନ୍ତି। ପ୍ରଧାନମନ୍ତ୍ରୀ ଘଟଣାରେ ଗଭୀର ଦୁଃଖ ପ୍ରକାଶ କରିଛନ୍ତି ଏବଂ ମୃତକଙ୍କ ପରିବାରକୁ ୨ ଲକ୍ଷ ଟଙ୍କା ଓ ଆହତଙ୍କୁ ୫୦ ହଜାର ଟଙ୍କା ସହାୟତା ଘୋଷଣା କରିଛନ୍ତି। ରାଜ୍ୟ ସରକାର ମଧ୍ୟ ମୃତକଙ୍କ ପରିବାରକୁ ୪ ଲକ୍ଷ ଟଙ୍କା ସହାୟତା ଘୋଷଣା କରିଛନ୍ତି। (280, 448, 412, 573)
zodiac-icon: ♓ (729, 1359, 787, 1397)
classifieds-header (4, 831, 722, 894)
zodiac-icon: ♎ (729, 814, 787, 852)
legal-table-cell: 325 (388, 1143, 402, 1152)
page-footer-number: 08 (920, 1486, 929, 1494)
legal-sign: ସ୍ୱାକ୍ଷର- /-କୋର୍ଟ ଅଫିସର, (ଜଜ୍‌ କମିଶନର) ଚକବନ୍ଦୀ ଏବଂ ବନ୍ଦୋବସ୍ତ କୋର୍ଟ, ରାଜସ୍ୱ ପରିଷଦ, ଓଡ଼ିଶା, କଟକ (427, 1256, 722, 1264)
health-list (122, 1167, 234, 1369)
eclipse-story (556, 428, 722, 826)
legal-table-header-cell: ହାଲ ପ୍ଲଟ ନମ୍ବର (526, 1133, 582, 1142)
sale-ad-code: D-1883 (92, 1071, 116, 1080)
everyday-label: Everyday (408, 836, 542, 869)
legal-total: ମୋଟ ରକବା - 241 (358, 1121, 415, 1130)
horoscope-row (729, 1118, 937, 1227)
birthday-name-label: ନାମ: (9, 111, 23, 119)
health-ad-text: Newly open Asribada Panchakarma herbal SPA Kesarimall, Bhubaneswar. Contact: 8926173473. (122, 1169, 234, 1230)
sale-label: SALE (42, 1014, 78, 1029)
horoscope-sign-name: କୁମ୍ଭ (731, 1234, 787, 1250)
mid-ad (122, 894, 234, 1055)
astrologer-address: ମଙ୍ଗଳପାଡ଼ାର ଶାସନ, କାଲ୍ଲୀ, ଗଞ୍ଜାମ (778, 113, 888, 121)
lead-bullet: ■ କାର୍ଯ୍ୟାନୁଷ୍ଠାନ ଦାବି କଲେ ଶିଶୁଙ୍କ ସମ୍ପର୍କୀୟ (422, 125, 595, 135)
photo-caption: ରାଣୀ (175, 151, 188, 159)
sale-ad (4, 1259, 116, 1310)
registration-marks (380, 1488, 540, 1496)
mid-ad-text: Simplex, Duplex and Triplex available for sale within gated community and facilities like Children's Play Area, community Centre, land scape Garden, Volleyball and Badminton Court etc. Near Haribhaina Chhak, Jatni Town. Contact: 9337333685. (122, 894, 234, 1043)
sale-ad-text: ଭୁବନେଶ୍ୱର ନିକଟ AC plot sqft.-130/- General-350/- 9439660381. (4, 1260, 116, 1297)
ugamali-box (4, 190, 274, 452)
lead-body-col-3: ଜିଲାରେ ଆମ୍ବୁଲାନ୍ସ ସେବାକୁ ନେଇ ପୂର୍ବରୁ ମଧ୍ୟ ଅନେକ ଅଭିଯୋଗ ହୋଇଥିଲା। ଲୋକେ କହିଛନ୍ତି ଯେ ଜରୁରୀକାଳୀନ ସେବାରେ ଏଭଳି ଅବହେଳା ଅସହ୍ୟ। ସରକାରଙ୍କ ପକ୍ଷରୁ ଆମ୍ବୁଲାନ୍ସ ସେବାର ତଦାରଖ ପାଇଁ କଡ଼ା ବ୍ୟବସ୍ଥା କରାଯିବା ଆବଶ୍ୟକ। ମୃତ ଶିଶୁର ପିତା କହିଛନ୍ତି ଯେ ଯଦି ସମୟରେ ପହଞ୍ଚିଥାନ୍ତେ ତେବେ ତାଙ୍କ ସନ୍ତାନ ବଞ୍ଚିଥାନ୍ତା। ସେ ଦୋଷୀଙ୍କୁ କଠୋର ଦଣ୍ଡ ଦେବା ପାଇଁ ଦାବି କରିଛନ୍ତି। ମାନବ ଅଧିକାର କମିଶନରେ ମଧ୍ୟ ଅଭିଯୋଗ କରାଯିବ ବୋଲି ପରିବାର ଜଣାଇଛନ୍ତି। (572, 140, 722, 244)
legal-table-cell: 58 & 57 (448, 1152, 475, 1161)
classifieds-footer-text-2: ସୋମବାର ଠାରୁ ରବିବାର ପର୍ଯ୍ୟନ୍ତ ପ୍ରକାଶିତ (301, 1474, 425, 1483)
eclipse-body: ଏହି ବର୍ଷର ଶେଷ ଚନ୍ଦ୍ରଗ୍ରହଣ ନଭେମ୍ବର ୮ ତାରିଖରେ ହେବ। ଏହା ପୂର୍ଣ୍ଣ ଚନ୍ଦ୍ରଗ୍ରହଣ ହେବ ଏବଂ ଭାରତର ବିଭିନ୍ନ ସ୍ଥାନରୁ ଦେଖାଯିବ। ଶ୍ରୀଜଗନ୍ନାଥ ମନ୍ଦିରରେ ଗ୍ରହଣ ସମୟରେ ନୀତିକାନ୍ତି ପରିବର୍ତ୍ତନ କରାଯିବ। ମନ୍ଦିର ପ୍ରଶାସନ ପକ୍ଷରୁ ଏନେଇ ବୈଠକ ଅନୁଷ୍ଠିତ ହୋଇଛି। ଗ୍ରହଣ ଅପରାହ୍ନ ୨ଟା ୩୯ ମିନିଟରେ ଆରମ୍ଭ ହୋଇ ସନ୍ଧ୍ୟା ୬ଟା ୧୯ ମିନିଟରେ ଶେଷ ହେବ। ଏହି ସମୟରେ ମହାପ୍ରଭୁଙ୍କ ଦର୍ଶନ ବନ୍ଦ ରହିବ। ଗ୍ରହଣ ପରେ ମନ୍ଦିର ଶୁଦ୍ଧିକରଣ କରାଯିବ ଏବଂ ପରେ ଭକ୍ତଙ୍କ ପାଇଁ ଦର୍ଶନ ଖୋଲିବ। ଶାସ୍ତ୍ର ଅନୁଯାୟୀ ଗ୍ରହଣ ପୂର୍ବରୁ ସୂତକ କାଳ ଆରମ୍ଭ ହେବ। ଏହି ସମୟରେ ଭୋଗ ଓ ଅନ୍ୟ ନୀତି ନିର୍ଦ୍ଧାରିତ ସମୟ ଅନୁଯାୟୀ ସମ୍ପନ୍ନ କରାଯିବ। ଭକ୍ତମାନଙ୍କୁ ସହଯୋଗ କରିବା ପାଇଁ ମନ୍ଦିର ପ୍ରଶାସନ ଅନୁରୋଧ କରିଛି। ଗ୍ରହଣ ଦିନ ସକାଳେ ମଙ୍ଗଳ ଆଳତି, ମଇଲମ, ତଡ଼ପ ଲାଗି, ରୋଷ ହୋମ, ଅବକାଶ ନୀତି ସମ୍ପନ୍ନ ହେବ। ଏହା ପରେ ସକାଳ ଧୂପ ଓ ମଧ୍ୟାହ୍ନ ଧୂପ ଶୀଘ୍ର ସମ୍ପନ୍ନ କରାଯିବ। ଗ୍ରହଣ ସମାପ୍ତି ପରେ (556, 646, 722, 823)
horoscope-text: ପରିବର୍ତ୍ତିତ ପରିସ୍ଥିତିରେ ପ୍ରତି ପ୍ରତିକୂଳତା ରହିବ। ସଫଳତା ପାଇବେ। ପାଦ ଦୃଢ଼ କରନ୍ତୁ। ପରିଶ୍ରମ ଦ୍ୱାରା ପ୍ରଭାବିତ କାମ ସମ୍ପାଦନ ହେବ। ପ୍ରତିଯୋଗୀ ପରାସ୍ତ ହେବେ। ପରିବାରରେ ଶାନ୍ତି ରହିବ। (789, 469, 935, 520)
birthday-dob-label: ଜନ୍ମ ତାରିଖ: (9, 143, 45, 151)
